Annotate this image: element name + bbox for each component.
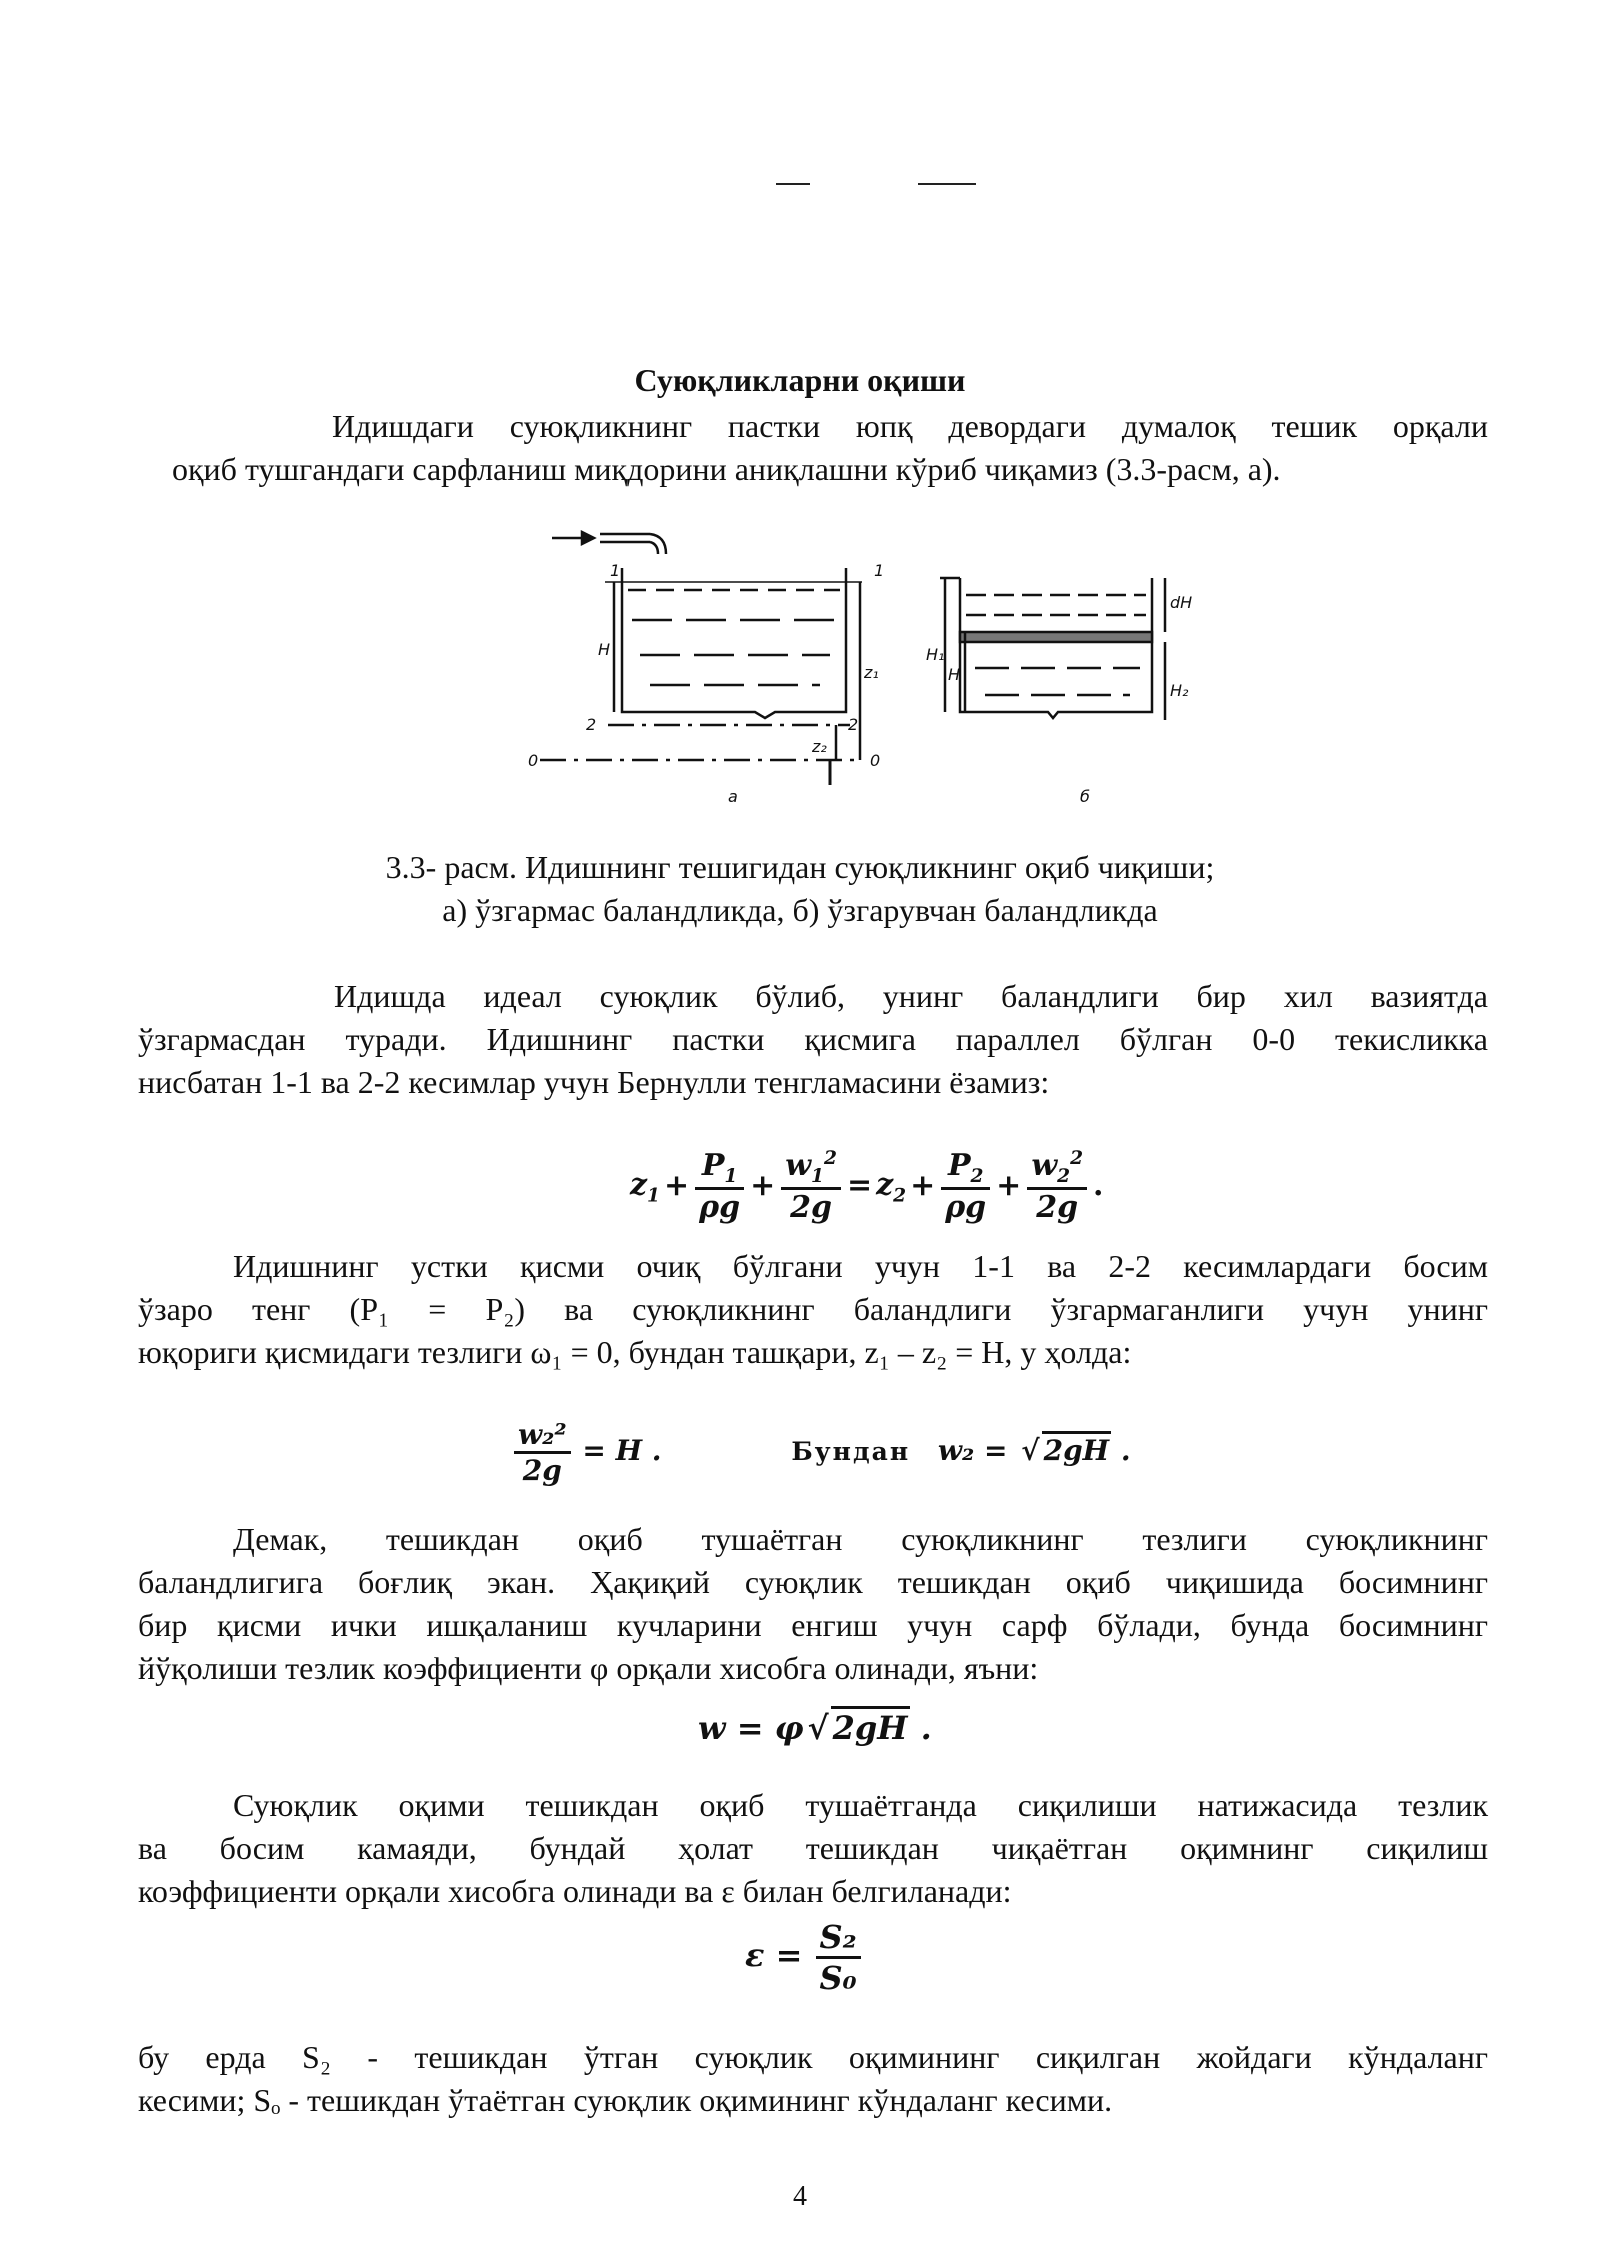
contraction-equation — [745, 1918, 863, 1997]
eq2-word: Бундан — [791, 1437, 911, 1466]
para6-line-1: бу ерда S₂ - тешикдан ўтган суюқлик оқимининг сиқилган жойдаги кўндаланг — [138, 2039, 1488, 2075]
para5-line-2: ва босим камаяди, бундай ҳолат тешикдан чиқаётган оқимнинг сиқилиш — [138, 1830, 1488, 1866]
para4-line-4: йўқолиши тезлик коэффициенти φ орқали хисобга олинади, яъни: — [138, 1650, 1039, 1686]
eq1-2g-1: 2g — [790, 1190, 833, 1225]
label-H-b: H — [948, 665, 961, 684]
eq1-z1: z — [630, 1167, 648, 1203]
label-H1: H₁ — [926, 645, 945, 664]
eq1-2g-2: 2g — [1036, 1190, 1079, 1225]
eq2-num: w₂² — [514, 1418, 571, 1454]
para2-line-2: ўзгармасдан туради. Идишнинг пастки қисмига параллел бўлган 0-0 текисликка — [138, 1021, 1488, 1057]
eq3-root: 2gH — [831, 1706, 910, 1747]
label-0-right: 0 — [870, 751, 881, 770]
para6-line-2: кесими; Sₒ - тешикдан ўтаётган суюқлик оқимининг кўндаланг кесими. — [138, 2082, 1113, 2118]
figure-caption — [0, 846, 1600, 932]
eq1-P1-sub: 1 — [724, 1166, 738, 1187]
label-1-left: 1 — [610, 561, 621, 580]
eq1-w1-sup: 2 — [824, 1148, 837, 1169]
paragraph-ideal-fluid — [138, 975, 1488, 1104]
caption-line-2: а) ўзгармас баландликда, б) ўзгарувчан баландликда — [442, 892, 1158, 928]
eq1-end: . — [1093, 1167, 1104, 1203]
label-2-left: 2 — [586, 715, 597, 734]
eq1-P1: P — [701, 1148, 725, 1183]
para2-line-1: Идишда идеал суюқлик бўлиб, унинг баландлиги бир хил вазиятда — [334, 978, 1488, 1014]
label-H-a: H — [598, 640, 611, 659]
para2-line-3: нисбатан 1-1 ва 2-2 кесимлар учун Бернулли тенгламасини ёзамиз: — [138, 1064, 1050, 1100]
eq1-z2-sub: 2 — [893, 1185, 907, 1207]
section-title: Суюқликларни оқиши — [634, 362, 966, 398]
paragraph-real-fluid — [138, 1518, 1488, 1690]
paragraph-contraction — [138, 1784, 1488, 1913]
para4-line-3: бир қисми ички ишқаланиш кучларини енгиш учун сарф бўлади, бунда босимнинг — [138, 1607, 1488, 1643]
eq1-P2: P — [947, 1148, 971, 1183]
eq1-w1: w — [785, 1148, 812, 1183]
header-dash-right — [918, 183, 976, 185]
eq1-rhog-2: ρg — [945, 1190, 987, 1225]
label-2-right: 2 — [848, 715, 859, 734]
real-velocity-equation: w = φ √ 2gH . — [698, 1706, 932, 1747]
caption-line-1: 3.3- расм. Идишнинг тешигидан суюқликнинг оқиб чиқиши; — [385, 849, 1215, 885]
eq2-eq: = H . — [582, 1434, 662, 1467]
intro-paragraph — [172, 405, 1488, 491]
para3-line-3: юқориги қисмидаги тезлиги ω₁ = 0, бундан ташқари, z₁ – z₂ = H, у ҳолда: — [138, 1334, 1132, 1370]
eq3-lhs: w = φ — [698, 1709, 804, 1747]
eq1-P2-sub: 2 — [970, 1166, 984, 1187]
label-H2: H₂ — [1170, 681, 1189, 700]
label-dH: dH — [1170, 593, 1193, 612]
bernoulli-equation: $z_1$ + $\frac{P_1}{\rho g}$ + $\frac{w_1^2}{2g}$ = $z_2$ + $\frac{P_2}{\rho g}$ + $\frac{w_2^2}{2g}$ . — [630, 1148, 1104, 1225]
eq2-end: . — [1120, 1434, 1131, 1467]
eq2-rhs: w₂ = — [937, 1434, 1008, 1467]
para3-line-1: Идишнинг устки қисми очиқ бўлгани учун 1-1 ва 2-2 кесимлардаги босим — [233, 1248, 1488, 1284]
vessel-figure — [520, 520, 1220, 810]
eq1-w2-sup: 2 — [1070, 1148, 1084, 1169]
intro-line-1: Идишдаги суюқликнинг пастки юпқ девордаги думалоқ тешик орқали — [332, 408, 1488, 444]
para5-line-3: коэффициенти орқали хисобга олинади ва ε билан белгиланади: — [138, 1873, 1012, 1909]
para4-line-2: баландлигига боғлиқ экан. Ҳақиқий суюқлик тешикдан оқиб чиқишида босимнинг — [138, 1564, 1488, 1600]
eq3-end: . — [920, 1709, 932, 1747]
panel-label-b: б — [1080, 787, 1090, 806]
para3-line-2: ўзаро тенг (P₁ = P₂) ва суюқликнинг баландлиги ўзгармаганлиги учун унинг — [138, 1291, 1488, 1327]
label-z2: z₂ — [812, 737, 827, 756]
intro-line-2: оқиб тушгандаги сарфланиш миқдорини аниқлашни кўриб чиқамиз (3.3-расм, а). — [172, 451, 1281, 487]
para4-line-1: Демак, тешикдан оқиб тушаётган суюқликнинг тезлиги суюқликнинг — [233, 1521, 1488, 1557]
label-z1: z₁ — [864, 663, 879, 682]
label-0-left: 0 — [528, 751, 539, 770]
eq2-den: 2g — [522, 1454, 562, 1487]
para5-line-1: Суюқлик оқими тешикдан оқиб тушаётганда сиқилиши натижасида тезлик — [233, 1787, 1488, 1823]
eq1-w1-sub: 1 — [811, 1166, 824, 1187]
label-1-right: 1 — [874, 561, 885, 580]
page-number: 4 — [793, 2181, 807, 2212]
eq2-root: 2gH — [1042, 1431, 1112, 1467]
eq4-den: S₀ — [819, 1959, 857, 1997]
header-dash-left — [776, 183, 810, 185]
paragraph-open-vessel — [138, 1245, 1488, 1374]
paragraph-definitions — [138, 2036, 1488, 2122]
eq1-z2: z — [876, 1167, 894, 1203]
eq4-num: S₂ — [816, 1918, 861, 1959]
panel-label-a: а — [728, 787, 738, 806]
eq4-lhs: ε = — [745, 1936, 803, 1974]
eq1-rhog-1: ρg — [699, 1190, 741, 1225]
velocity-equation: $\frac{\text{w₂²}}{2g}$ = H . Бундан w₂ = √ 2gH . — [512, 1418, 1131, 1487]
eq1-w2-sub: 2 — [1057, 1166, 1071, 1187]
eq1-w2: w — [1031, 1148, 1058, 1183]
eq1-z1-sub: 1 — [647, 1185, 660, 1207]
